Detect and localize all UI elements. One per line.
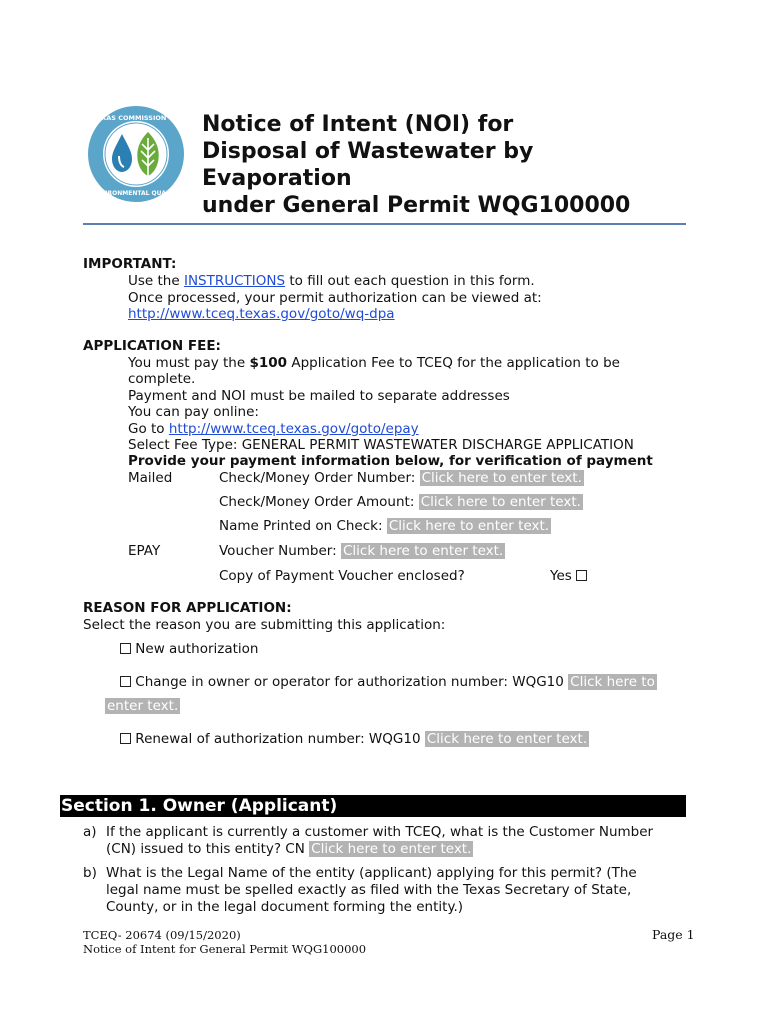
renewal-label: Renewal of authorization number: WQG10 <box>135 731 421 747</box>
epay-line <box>128 421 419 438</box>
section-1-header: Section 1. Owner (Applicant) <box>60 795 686 817</box>
name-printed-field[interactable]: Click here to enter text. <box>388 518 550 534</box>
yes-label: Yes <box>550 568 572 584</box>
q-a-line2-row <box>106 841 473 858</box>
epay-label: EPAY <box>128 543 161 559</box>
reason-heading: REASON FOR APPLICATION: <box>83 600 292 616</box>
fee-heading: APPLICATION FEE: <box>83 338 221 354</box>
change-owner-field-cont[interactable]: enter text. <box>107 698 179 714</box>
q-a-line1: If the applicant is currently a customer with TCEQ, what is the Customer Number <box>106 824 654 840</box>
copy-voucher-checkbox[interactable] <box>576 570 587 581</box>
change-owner-option[interactable] <box>120 674 657 691</box>
copy-voucher-label: Copy of Payment Voucher enclosed? <box>219 568 465 584</box>
new-auth-label: New authorization <box>135 641 259 657</box>
epay-link[interactable]: http://www.tceq.texas.gov/goto/epay <box>168 421 419 437</box>
tceq-logo <box>86 104 186 204</box>
mailed-label: Mailed <box>128 470 173 486</box>
voucher-row <box>219 543 505 560</box>
change-owner-label: Change in owner or operator for authorization number: WQG10 <box>135 674 564 690</box>
svg-text:TEXAS COMMISSION ON: TEXAS COMMISSION ON <box>92 114 180 122</box>
svg-text:ENVIRONMENTAL QUALITY: ENVIRONMENTAL QUALITY <box>91 190 181 197</box>
title-line-3: Evaporation <box>202 166 352 191</box>
check-number-label: Check/Money Order Number: <box>219 470 416 486</box>
title-line-2: Disposal of Wastewater by <box>202 139 534 164</box>
footer-form-title: Notice of Intent for General Permit WQG100000 <box>83 942 367 956</box>
reason-prompt: Select the reason you are submitting this application: <box>83 617 446 633</box>
dpa-link[interactable]: http://www.tceq.texas.gov/goto/wq-dpa <box>128 306 395 322</box>
form-title <box>202 111 630 219</box>
title-divider <box>83 223 686 225</box>
processed-text: Once processed, your permit authorization can be viewed at: <box>128 290 542 306</box>
yes-row <box>550 568 587 585</box>
mailed-separately-text: Payment and NOI must be mailed to separate addresses <box>128 388 510 404</box>
title-line-1: Notice of Intent (NOI) for <box>202 112 514 137</box>
instructions-line <box>128 273 535 290</box>
renewal-checkbox[interactable] <box>120 733 131 744</box>
voucher-field[interactable]: Click here to enter text. <box>342 543 504 559</box>
pay-pre: You must pay the <box>128 355 246 371</box>
footer-page-number: Page 1 <box>652 927 695 942</box>
name-printed-label: Name Printed on Check: <box>219 518 383 534</box>
fee-amount: $100 <box>249 355 288 371</box>
customer-number-field[interactable]: Click here to enter text. <box>311 841 472 857</box>
important-heading: IMPORTANT: <box>83 256 177 272</box>
renewal-option[interactable] <box>120 731 589 748</box>
q-b-line1: What is the Legal Name of the entity (applicant) applying for this permit? (The <box>106 865 637 881</box>
complete-text: complete. <box>128 371 196 387</box>
change-owner-field-wrap <box>105 698 180 715</box>
q-a-label: a) <box>83 824 97 840</box>
check-number-row <box>219 470 584 487</box>
fee-type-text: Select Fee Type: GENERAL PERMIT WASTEWATER DISCHARGE APPLICATION <box>128 437 634 453</box>
voucher-label: Voucher Number: <box>219 543 337 559</box>
pay-online-text: You can pay online: <box>128 404 259 420</box>
new-auth-checkbox[interactable] <box>120 643 131 654</box>
q-b-line3: County, or in the legal document forming the entity.) <box>106 899 464 915</box>
instructions-rest: to fill out each question in this form. <box>289 273 535 289</box>
title-line-4: under General Permit WQG100000 <box>202 193 631 218</box>
q-b-label: b) <box>83 865 97 881</box>
pay-post: Application Fee to TCEQ for the application to be <box>291 355 620 371</box>
new-auth-option[interactable] <box>120 641 259 658</box>
renewal-field[interactable]: Click here to enter text. <box>426 731 588 747</box>
check-amount-field[interactable]: Click here to enter text. <box>420 494 581 510</box>
fee-amount-line <box>128 355 620 372</box>
goto-text: Go to <box>128 421 165 437</box>
check-amount-row <box>219 494 583 511</box>
change-owner-checkbox[interactable] <box>120 676 131 687</box>
provide-payment-text: Provide your payment information below, for verification of payment <box>128 453 653 469</box>
q-a-line2: (CN) issued to this entity? CN <box>106 841 305 857</box>
check-amount-label: Check/Money Order Amount: <box>219 494 415 510</box>
instructions-link[interactable]: INSTRUCTIONS <box>183 273 286 289</box>
change-owner-field[interactable]: Click here to <box>570 674 655 690</box>
check-number-field[interactable]: Click here to enter text. <box>421 470 582 486</box>
q-b-line2: legal name must be spelled exactly as filed with the Texas Secretary of State, <box>106 882 632 898</box>
footer-form-number: TCEQ- 20674 (09/15/2020) <box>83 928 241 942</box>
name-printed-row <box>219 518 551 535</box>
use-the-text: Use the <box>128 273 180 289</box>
